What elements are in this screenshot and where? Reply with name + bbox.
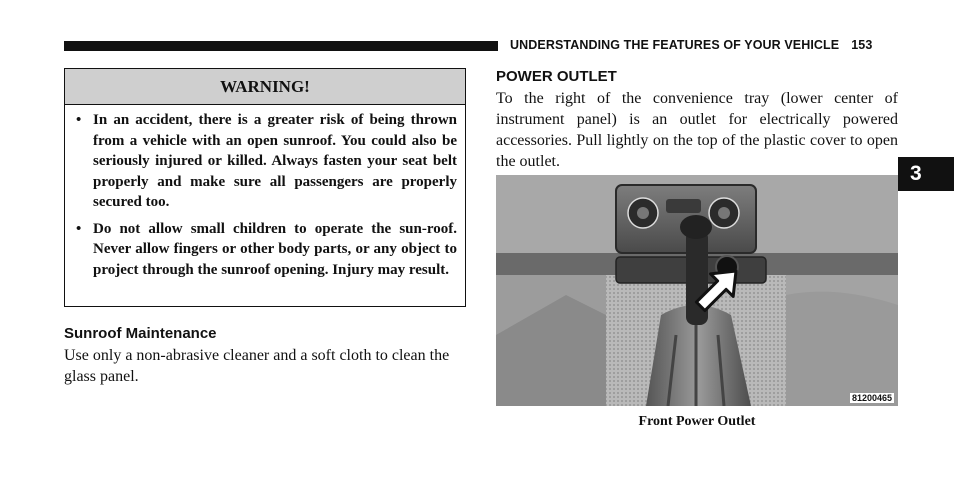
bullet-icon: •: [76, 220, 82, 237]
figure-id: 81200465: [851, 393, 892, 403]
chapter-tab: [898, 157, 954, 191]
bullet-icon: •: [76, 112, 82, 128]
warning-list: [65, 105, 465, 280]
warning-bullet: [73, 110, 457, 213]
warning-box: [64, 68, 466, 307]
chapter-number: 3: [910, 162, 922, 185]
photo-illustration: [496, 175, 898, 406]
warning-bullet-text: Do not allow small children to operate the sun-roof. Never allow fingers or other body parts, or any object to project through the sunroof opening. Injury may result.: [93, 220, 457, 278]
power-outlet-body: To the right of the convenience tray (lower center of instrument panel) is an outlet for electrically powered accessories. Pull lightly on the top of the plastic cover to open the outlet.: [496, 90, 898, 170]
running-header: [510, 38, 872, 52]
power-outlet-photo: [496, 175, 898, 406]
section-title: UNDERSTANDING THE FEATURES OF YOUR VEHICLE: [510, 38, 840, 52]
figure-caption: Front Power Outlet: [638, 414, 756, 429]
sunroof-maintenance-body: Use only a non-abrasive cleaner and a soft cloth to clean the glass panel.: [64, 347, 450, 385]
header-rule: [64, 41, 498, 51]
sunroof-maintenance-heading: Sunroof Maintenance: [64, 325, 217, 342]
power-outlet-heading: POWER OUTLET: [496, 68, 617, 85]
page-number: 153: [851, 38, 873, 52]
warning-title: WARNING!: [65, 69, 465, 105]
warning-bullet: [73, 219, 457, 281]
warning-bullet-text: In an accident, there is a greater risk of being thrown from a vehicle with an open sunroof. You could also be seriously injured or killed. Always fasten your seat belt properly and make sure all passengers are properly secured too.: [93, 112, 457, 210]
